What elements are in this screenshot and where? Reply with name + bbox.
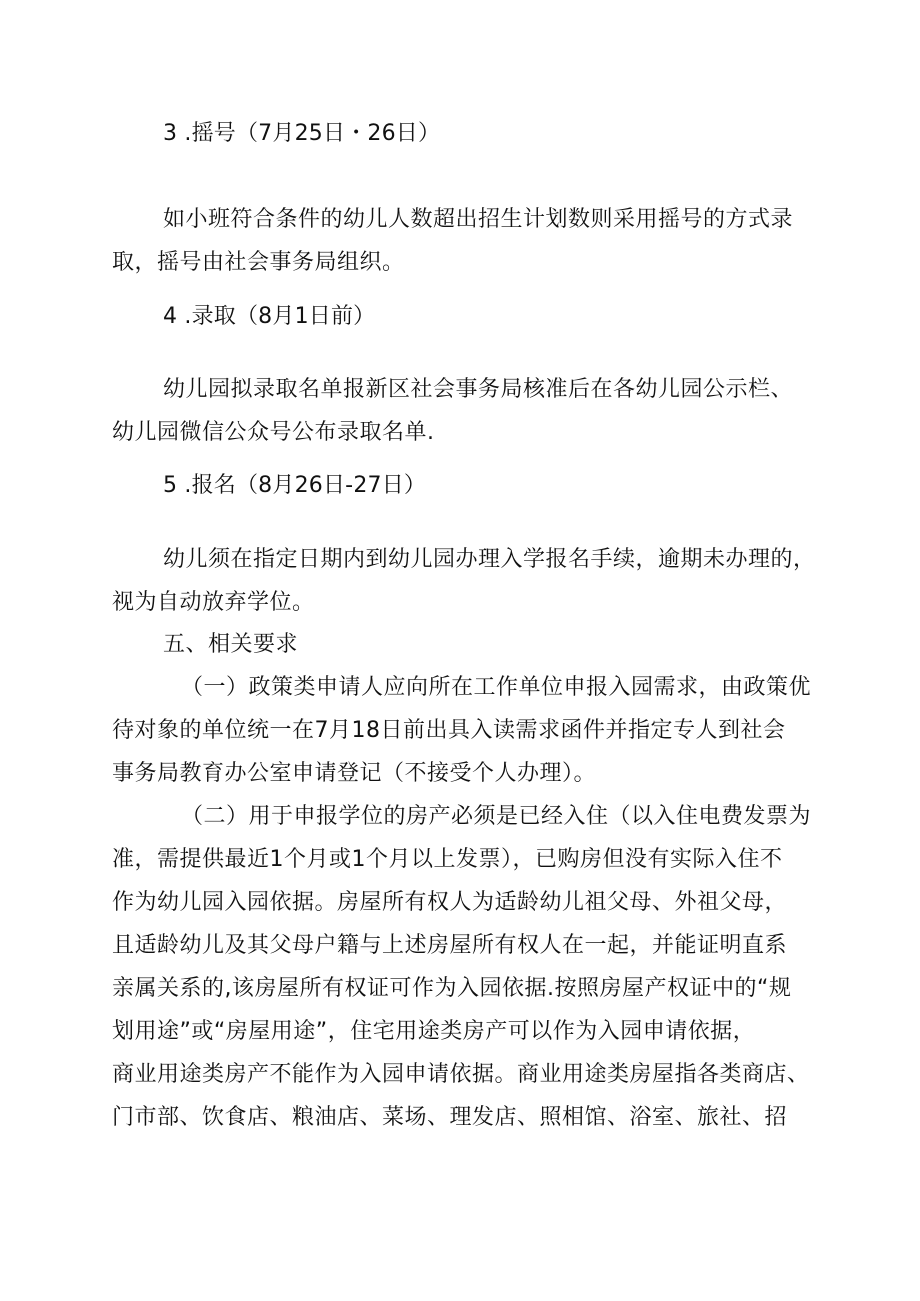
paragraph-line: 幼儿须在指定日期内到幼儿园办理入学报名手续，逾期未办理的， xyxy=(163,547,816,572)
paragraph-line: 划用途”或“房屋用途”，住宅用途类房产可以作为入园申请依据， xyxy=(112,1019,756,1044)
paragraph-line: 视为自动放弃学位。 xyxy=(112,590,315,615)
paragraph-line: 商业用途类房产不能作为入园申请依据。商业用途类房屋指各类商店、 xyxy=(112,1062,810,1087)
section-heading-registration: 5 .报名（8月26日-27日） xyxy=(163,473,427,498)
section-heading-lottery: 3 .摇号（7月25日・26日） xyxy=(163,121,441,146)
paragraph-line: （一）政策类申请人应向所在工作单位申报入园需求，由政策优 xyxy=(181,675,812,700)
paragraph-line: 事务局教育办公室申请登记（不接受个人办理）。 xyxy=(112,761,597,786)
paragraph-line: 幼儿园微信公众号公布录取名单. xyxy=(112,420,435,445)
paragraph-line: 幼儿园拟录取名单报新区社会事务局核准后在各幼儿园公示栏、 xyxy=(163,377,794,402)
paragraph-line: 准，需提供最近1个月或1个月以上发票），已购房但没有实际入住不 xyxy=(112,847,783,872)
paragraph-line: 取，摇号由社会事务局组织。 xyxy=(112,250,405,275)
paragraph-line: 且适龄幼儿及其父母户籍与上述房屋所有权人在一起，并能证明直系 xyxy=(112,933,788,958)
paragraph-line: （二）用于申报学位的房产必须是已经入住（以入住电费发票为 xyxy=(181,804,812,829)
paragraph-line: 如小班符合条件的幼儿人数超出招生计划数则采用摇号的方式录 xyxy=(163,207,794,232)
paragraph-line: 亲属关系的,该房屋所有权证可作为入园依据.按照房屋产权证中的“规 xyxy=(112,976,792,1001)
section-heading-requirements: 五、相关要求 xyxy=(163,632,299,657)
section-heading-admission: 4 .录取（8月1日前） xyxy=(163,304,376,329)
paragraph-line: 作为幼儿园入园依据。房屋所有权人为适龄幼儿祖父母、外祖父母， xyxy=(112,890,788,915)
paragraph-line: 待对象的单位统一在7月18日前出具入读需求函件并指定专人到社会 xyxy=(112,718,786,743)
paragraph-line: 门市部、饮食店、粮油店、菜场、理发店、照相馆、浴室、旅社、招 xyxy=(112,1105,788,1130)
